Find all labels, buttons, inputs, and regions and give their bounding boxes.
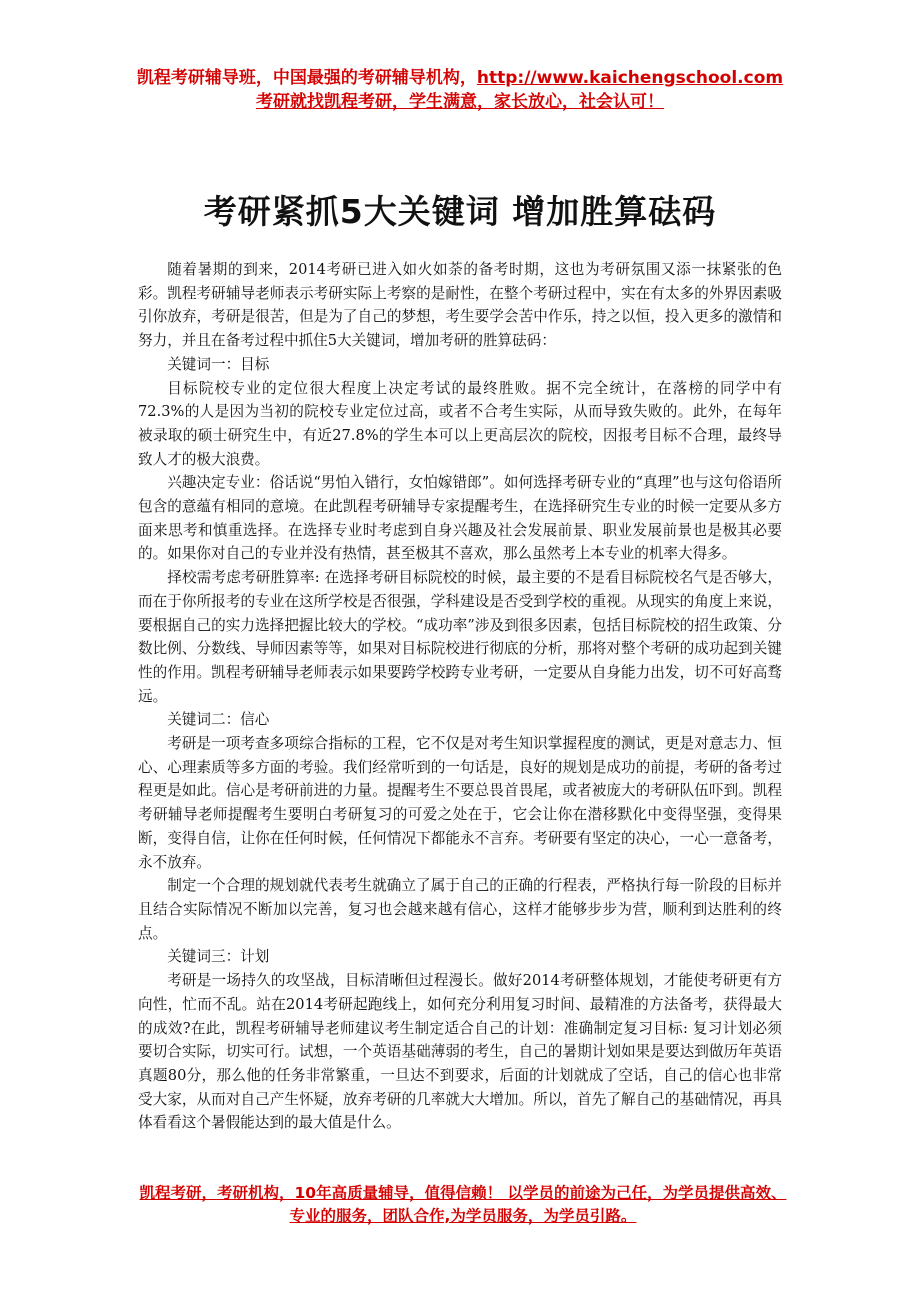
keyword-heading-1: 关键词一：目标 — [167, 355, 270, 373]
page-header — [0, 66, 920, 114]
paragraph-intro: 随着暑期的到来，2014考研已进入如火如荼的备考时期，这也为考研氛围又添一抹紧张的色彩。凯程考研辅导老师表示考研实际上考察的是耐性，在整个考研过程中，实在有太多的外界因素吸引你放弃，考研是很苦，但是为了自己的梦想，考生要学会苦中作乐，持之以恒，投入更多的激情和努力，并且在备考过程中抓住5大关键词，增加考研的胜算砝码： — [138, 261, 782, 350]
paragraph: 目标院校专业的定位很大程度上决定考试的最终胜败。据不完全统计，在落榜的同学中有72.3%的人是因为当初的院校专业定位过高，或者不合考生实际，从而导致失败的。此外，在每年被录取的硕士研究生中，有近27.8%的学生本可以上更高层次的院校，因报考目标不合理，最终导致人才的极大浪费。 — [138, 379, 782, 468]
header-line-2: 考研就找凯程考研，学生满意，家长放心，社会认可！ — [256, 92, 664, 112]
header-slogan: 凯程考研辅导班，中国最强的考研辅导机构， — [136, 68, 477, 88]
paragraph: 择校需考虑考研胜算率: 在选择考研目标院校的时候，最主要的不是看目标院校名气是否够大，而在于你所报考的专业在这所学校是否很强，学科建设是否受到学校的重视。从现实的角度上来说，要根据自己的实力选择把握比较大的学校。“成功率”涉及到很多因素，包括目标院校的招生政策、分数比例、分数线、导师因素等等，如果对目标院校进行彻底的分析，那将对整个考研的成功起到关键性的作用。凯程考研辅导老师表示如果要跨学校跨专业考研，一定要从自身能力出发，切不可好高骛远。 — [138, 569, 782, 705]
paragraph: 兴趣决定专业：俗话说“男怕入错行，女怕嫁错郎”。如何选择考研专业的“真理”也与这句俗语所包含的意蕴有相同的意境。在此凯程考研辅导专家提醒考生，在选择研究生专业的时候一定要从多方面来思考和慎重选择。在选择专业时考虑到自身兴趣及社会发展前景、职业发展前景也是极其必要的。如果你对自己的专业并没有热情，甚至极其不喜欢，那么虽然考上本专业的机率大得多。 — [138, 474, 782, 563]
keyword-heading-2: 关键词二：信心 — [167, 711, 270, 729]
keyword-heading-3: 关键词三：计划 — [167, 948, 270, 966]
school-website-link[interactable]: http://www.kaichengschool.com — [476, 68, 784, 88]
article-title: 考研紧抓5大关键词 增加胜算砝码 — [203, 192, 717, 231]
paragraph: 制定一个合理的规划就代表考生就确立了属于自己的正确的行程表，严格执行每一阶段的目标并且结合实际情况不断加以完善，复习也会越来越有信心，这样才能够步步为营，顺利到达胜利的终点。 — [138, 877, 782, 942]
article-body — [138, 258, 782, 1135]
header-line-1 — [0, 66, 920, 90]
page-footer: 凯程考研，考研机构，10年高质量辅导，值得信赖！ 以学员的前途为己任，为学员提供高效、专业的服务，团队合作,为学员服务，为学员引路。 — [139, 1184, 787, 1225]
paragraph: 考研是一项考查多项综合指标的工程，它不仅是对考生知识掌握程度的测试，更是对意志力、恒心、心理素质等多方面的考验。我们经常听到的一句话是，良好的规划是成功的前提，考研的备考过程更是如此。信心是考研前进的力量。提醒考生不要总畏首畏尾，或者被庞大的考研队伍吓到。凯程考研辅导老师提醒考生要明白考研复习的可爱之处在于，它会让你在潜移默化中变得坚强，变得果断，变得自信，让你在任何时候，任何情况下都能永不言弃。考研要有坚定的决心，一心一意备考，永不放弃。 — [138, 735, 782, 871]
paragraph: 考研是一场持久的攻坚战，目标清晰但过程漫长。做好2014考研整体规划，才能使考研更有方向性，忙而不乱。站在2014考研起跑线上，如何充分利用复习时间、最精准的方法备考，获得最大的成效?在此，凯程考研辅导老师建议考生制定适合自己的计划：准确制定复习目标: 复习计划必须要切合实际，切实可行。试想，一个英语基础薄弱的考生，自己的暑期计划如果是要达到做历年英语真题80分，那么他的任务非常繁重，一旦达不到要求，后面的计划就成了空话，自己的信心也非常受大家，从而对自己产生怀疑，放弃考研的几率就大大增加。所以，首先了解自己的基础情况，再具体看看这个暑假能达到的最大值是什么。 — [138, 972, 782, 1132]
